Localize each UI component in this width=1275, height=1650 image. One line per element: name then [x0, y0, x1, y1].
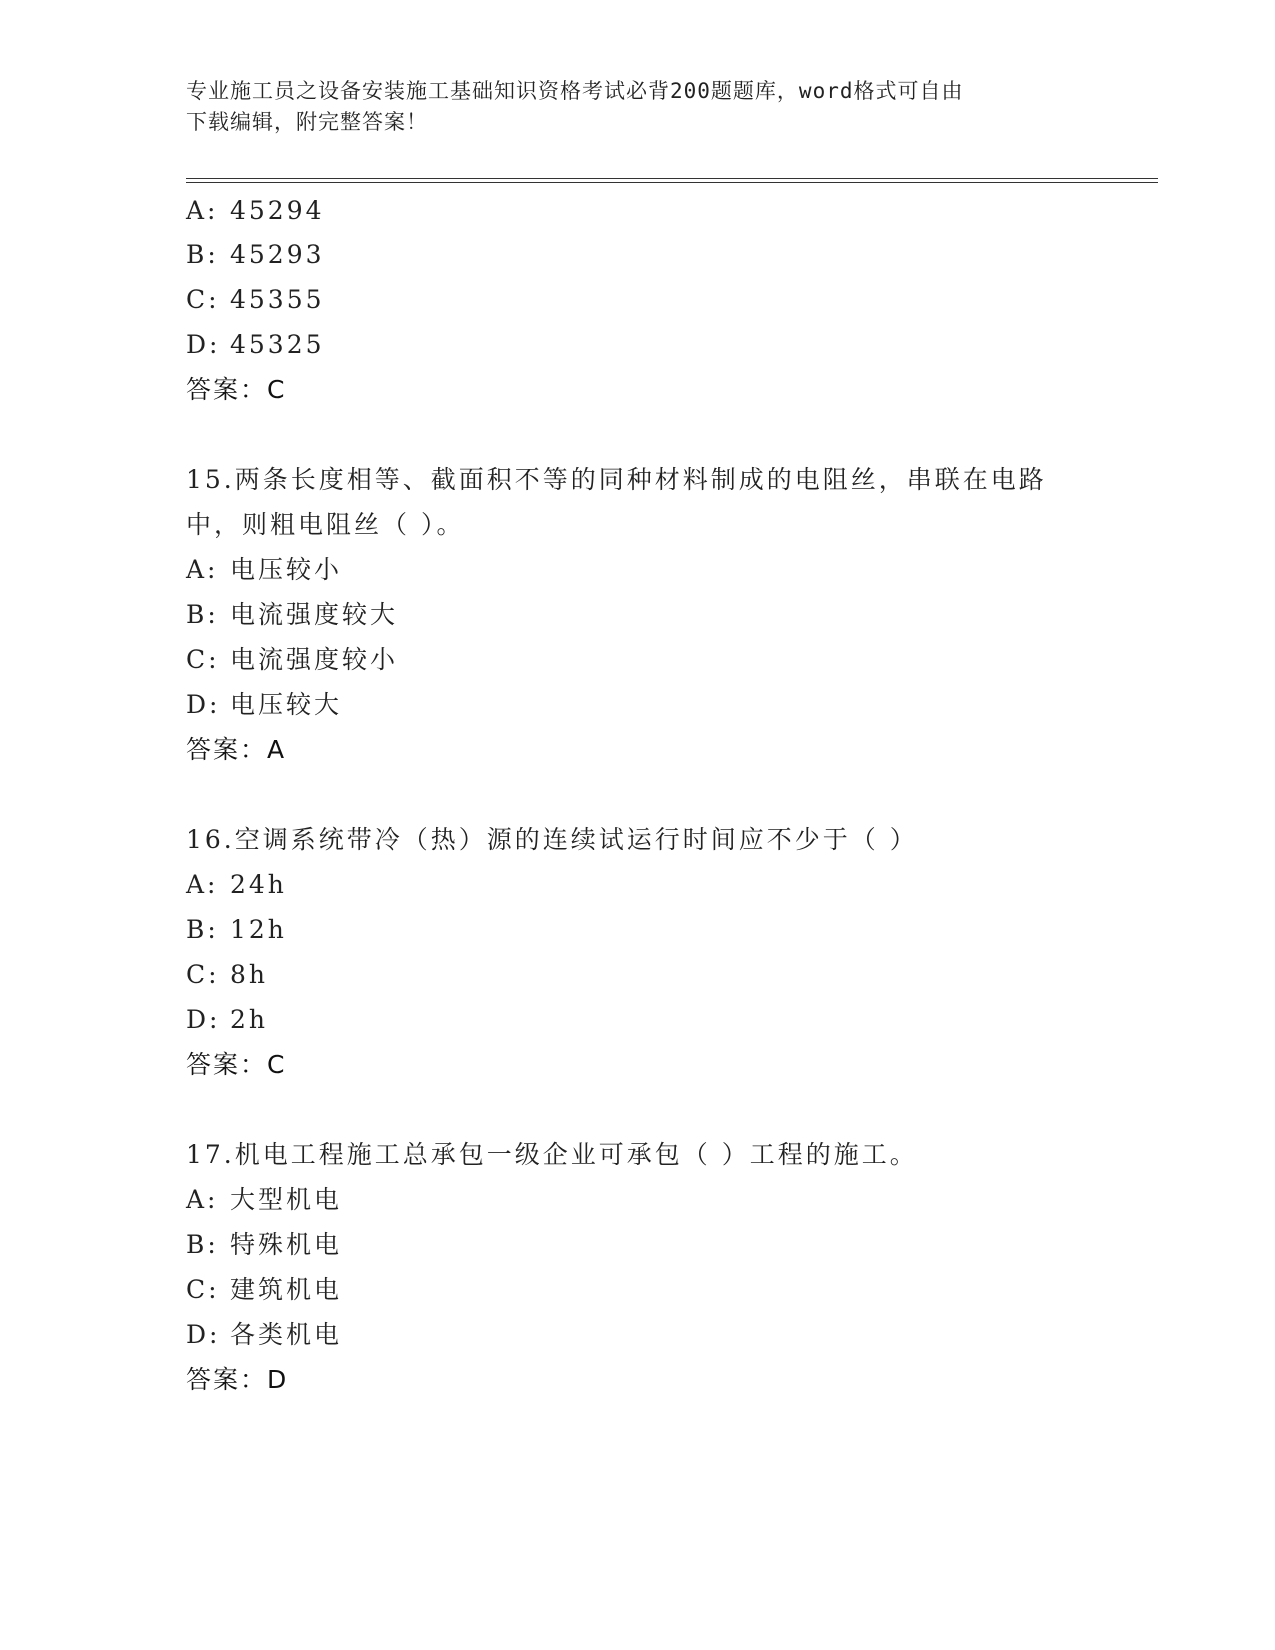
option-text: 8h — [230, 960, 269, 989]
option-letter: A: — [186, 555, 219, 584]
q14-answer: 答案：C — [186, 375, 287, 404]
option-text: 45294 — [230, 196, 325, 225]
q14-option-c — [186, 285, 325, 315]
option-letter: C: — [186, 960, 220, 989]
option-letter: A: — [186, 196, 219, 225]
option-text: 45293 — [230, 240, 325, 269]
option-letter: C: — [186, 1275, 220, 1304]
option-letter: C: — [186, 645, 220, 674]
option-text: 大型机电 — [230, 1185, 343, 1214]
q15-option-b — [186, 600, 398, 630]
option-text: 电流强度较大 — [230, 600, 399, 629]
q16-option-b — [186, 915, 287, 945]
q16-option-a — [186, 870, 287, 900]
option-text: 建筑机电 — [230, 1275, 343, 1304]
q17-option-b — [186, 1230, 342, 1260]
option-letter: D: — [186, 1320, 221, 1349]
option-text: 各类机电 — [230, 1320, 343, 1349]
option-letter: B: — [186, 1230, 219, 1259]
option-text: 12h — [230, 915, 287, 944]
q17-option-c — [186, 1275, 342, 1305]
document-header — [186, 76, 1086, 138]
q17-option-a — [186, 1185, 342, 1215]
option-letter: B: — [186, 600, 219, 629]
header-line-1: 专业施工员之设备安装施工基础知识资格考试必背200题题库，word格式可自由 — [186, 79, 964, 103]
option-letter: B: — [186, 240, 219, 269]
q16-option-d — [186, 1005, 268, 1035]
option-text: 电压较小 — [230, 555, 343, 584]
q15-option-c — [186, 645, 398, 675]
option-text: 45355 — [230, 285, 325, 314]
option-letter: A: — [186, 870, 219, 899]
option-text: 24h — [230, 870, 287, 899]
option-letter: A: — [186, 1185, 219, 1214]
q15-answer: 答案：A — [186, 735, 287, 764]
header-divider-top — [186, 178, 1158, 179]
option-letter: B: — [186, 915, 219, 944]
q15-stem-line-2: 中，则粗电阻丝（ ）。 — [186, 510, 465, 539]
option-letter: C: — [186, 285, 220, 314]
q15-stem-line-1: 15.两条长度相等、截面积不等的同种材料制成的电阻丝，串联在电路 — [186, 465, 1047, 494]
q14-option-d — [186, 330, 325, 360]
header-line-2: 下载编辑，附完整答案！ — [186, 110, 428, 134]
q15-option-a — [186, 555, 342, 585]
q16-stem-line-1: 16.空调系统带冷（热）源的连续试运行时间应不少于（ ） — [186, 825, 918, 854]
option-text: 电流强度较小 — [230, 645, 399, 674]
q14-option-b — [186, 240, 325, 270]
header-divider-bottom — [186, 182, 1158, 183]
q14-option-a — [186, 196, 325, 226]
q15-option-d — [186, 690, 342, 720]
option-letter: D: — [186, 690, 221, 719]
option-text: 电压较大 — [230, 690, 343, 719]
q17-option-d — [186, 1320, 342, 1350]
option-text: 2h — [230, 1005, 269, 1034]
option-text: 特殊机电 — [230, 1230, 343, 1259]
q16-answer: 答案：C — [186, 1050, 287, 1079]
option-letter: D: — [186, 1005, 221, 1034]
q16-option-c — [186, 960, 268, 990]
q17-stem-line-1: 17.机电工程施工总承包一级企业可承包（ ）工程的施工。 — [186, 1140, 918, 1169]
option-letter: D: — [186, 330, 221, 359]
q17-answer: 答案：D — [186, 1365, 289, 1394]
option-text: 45325 — [230, 330, 325, 359]
